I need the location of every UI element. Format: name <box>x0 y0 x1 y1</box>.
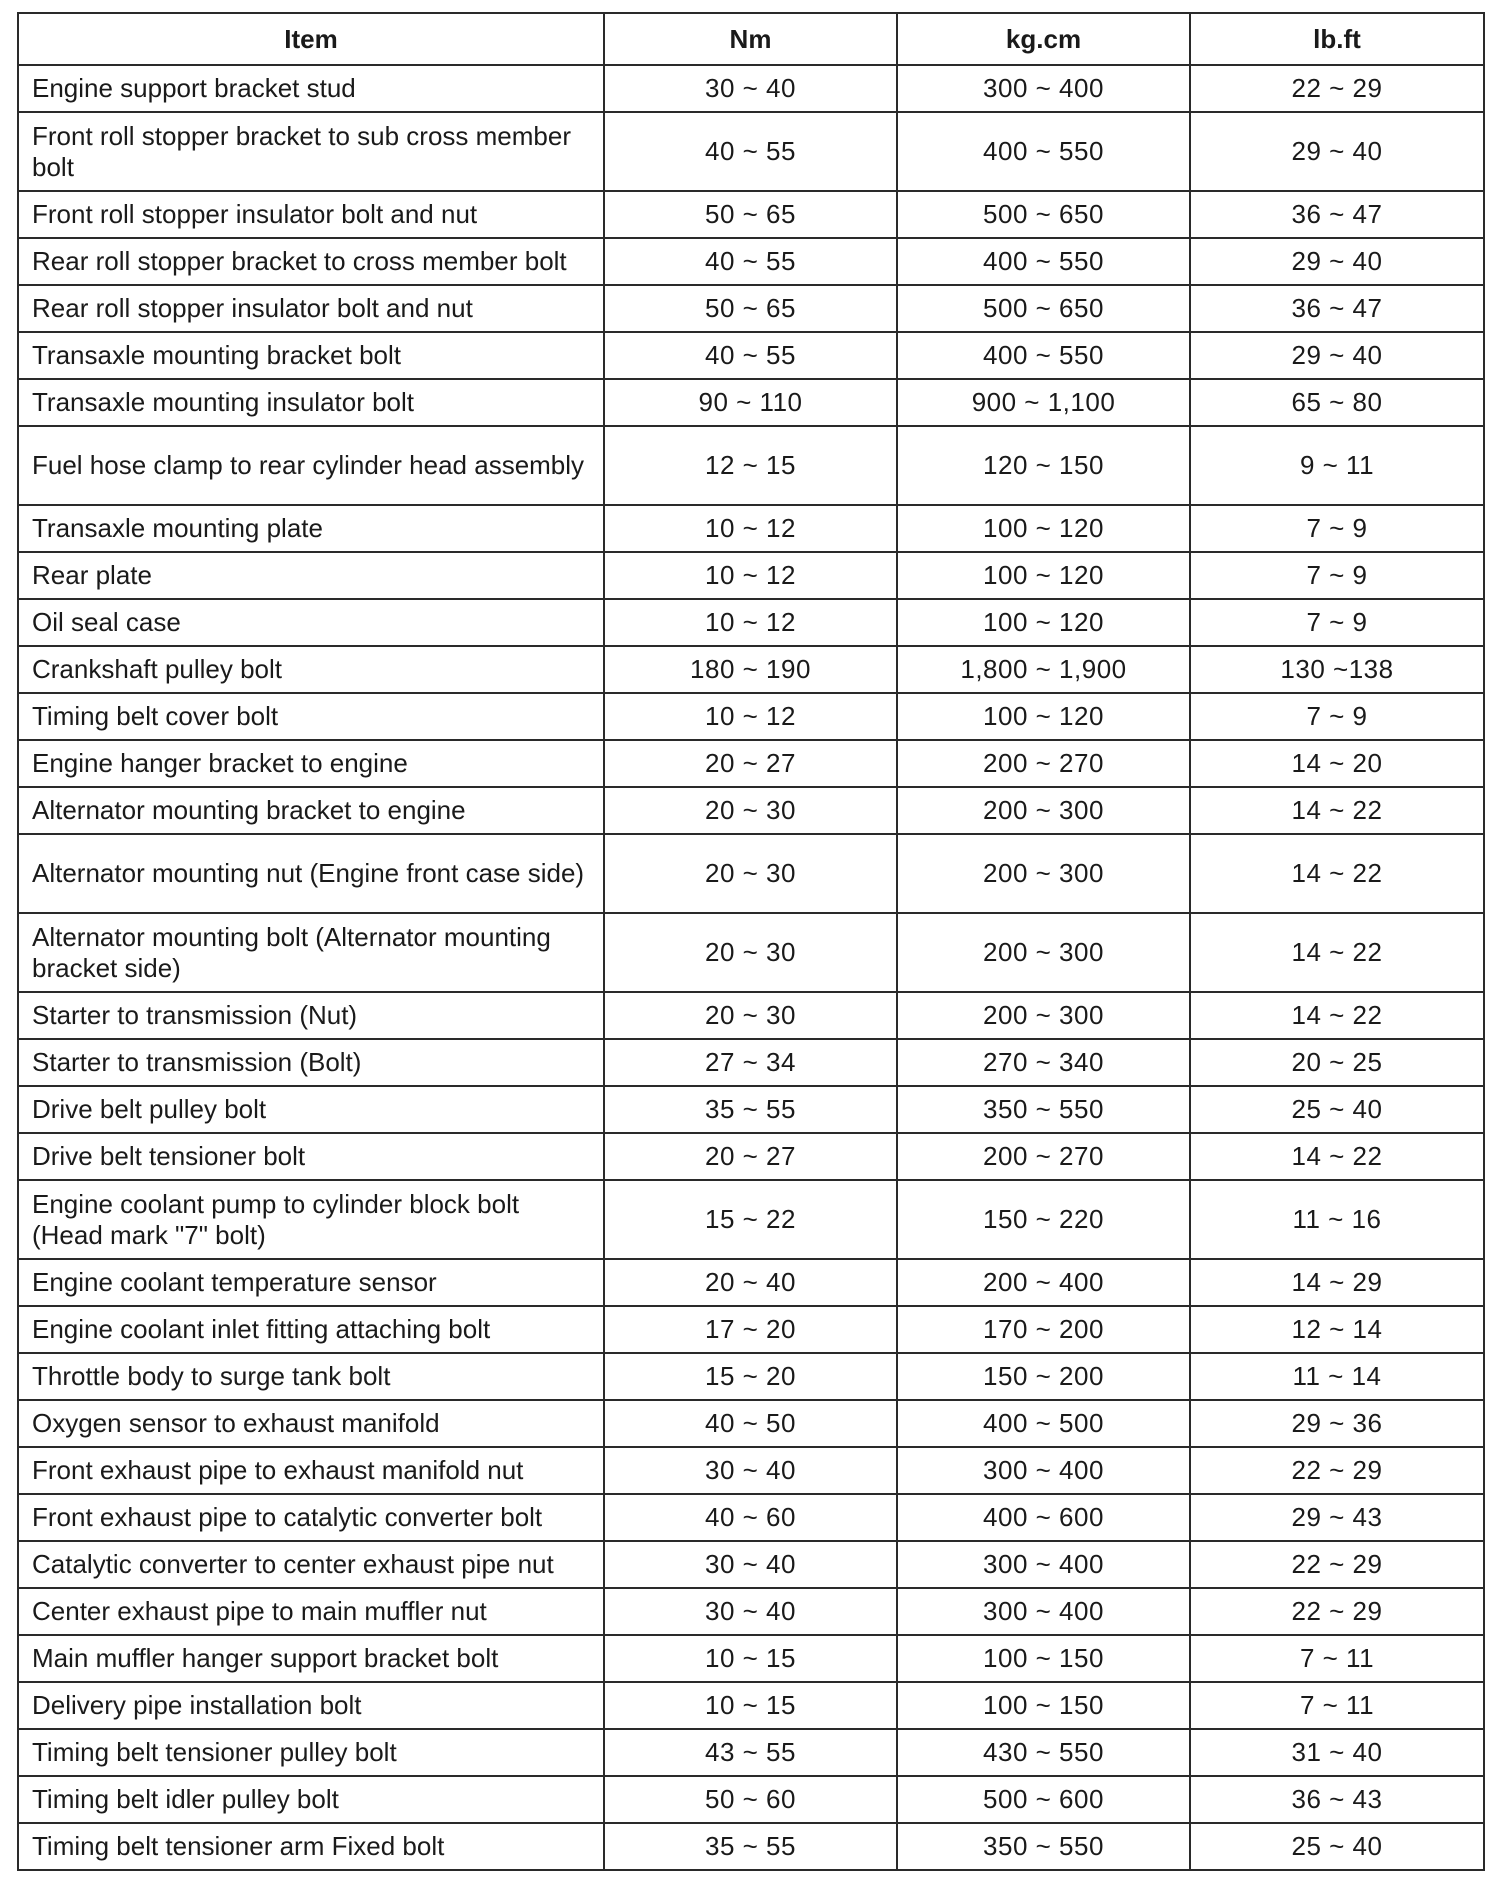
kgcm-cell: 200 ~ 270 <box>897 1133 1190 1180</box>
nm-cell: 10 ~ 12 <box>604 505 897 552</box>
nm-cell: 20 ~ 30 <box>604 913 897 992</box>
lbft-cell: 29 ~ 40 <box>1190 112 1484 191</box>
table-row <box>18 65 1484 112</box>
item-cell: Starter to transmission (Bolt) <box>18 1039 604 1086</box>
item-cell: Drive belt tensioner bolt <box>18 1133 604 1180</box>
item-cell: Timing belt idler pulley bolt <box>18 1776 604 1823</box>
nm-cell: 20 ~ 30 <box>604 834 897 913</box>
nm-cell: 15 ~ 22 <box>604 1180 897 1259</box>
nm-cell: 10 ~ 12 <box>604 693 897 740</box>
table-row <box>18 1180 1484 1259</box>
table-row <box>18 1635 1484 1682</box>
lbft-cell: 20 ~ 25 <box>1190 1039 1484 1086</box>
item-cell: Engine coolant pump to cylinder block bolt (Head mark "7" bolt) <box>18 1180 604 1259</box>
lbft-cell: 9 ~ 11 <box>1190 426 1484 505</box>
kgcm-cell: 100 ~ 150 <box>897 1635 1190 1682</box>
nm-cell: 30 ~ 40 <box>604 1588 897 1635</box>
item-cell: Main muffler hanger support bracket bolt <box>18 1635 604 1682</box>
kgcm-cell: 300 ~ 400 <box>897 65 1190 112</box>
header-lbft: lb.ft <box>1190 13 1484 65</box>
nm-cell: 90 ~ 110 <box>604 379 897 426</box>
lbft-cell: 7 ~ 9 <box>1190 693 1484 740</box>
lbft-cell: 22 ~ 29 <box>1190 1447 1484 1494</box>
nm-cell: 180 ~ 190 <box>604 646 897 693</box>
nm-cell: 20 ~ 27 <box>604 740 897 787</box>
lbft-cell: 14 ~ 22 <box>1190 1133 1484 1180</box>
torque-specification-table <box>17 12 1485 1871</box>
table-row <box>18 379 1484 426</box>
nm-cell: 50 ~ 65 <box>604 191 897 238</box>
nm-cell: 40 ~ 60 <box>604 1494 897 1541</box>
item-cell: Transaxle mounting bracket bolt <box>18 332 604 379</box>
kgcm-cell: 400 ~ 550 <box>897 238 1190 285</box>
nm-cell: 30 ~ 40 <box>604 65 897 112</box>
table-row <box>18 238 1484 285</box>
item-cell: Drive belt pulley bolt <box>18 1086 604 1133</box>
header-item: Item <box>18 13 604 65</box>
kgcm-cell: 400 ~ 600 <box>897 1494 1190 1541</box>
nm-cell: 10 ~ 15 <box>604 1682 897 1729</box>
table-row <box>18 112 1484 191</box>
item-cell: Engine coolant temperature sensor <box>18 1259 604 1306</box>
table-row <box>18 191 1484 238</box>
nm-cell: 30 ~ 40 <box>604 1447 897 1494</box>
lbft-cell: 7 ~ 9 <box>1190 599 1484 646</box>
nm-cell: 20 ~ 30 <box>604 787 897 834</box>
nm-cell: 20 ~ 27 <box>604 1133 897 1180</box>
kgcm-cell: 430 ~ 550 <box>897 1729 1190 1776</box>
kgcm-cell: 100 ~ 150 <box>897 1682 1190 1729</box>
lbft-cell: 14 ~ 20 <box>1190 740 1484 787</box>
kgcm-cell: 200 ~ 400 <box>897 1259 1190 1306</box>
table-row <box>18 1133 1484 1180</box>
item-cell: Throttle body to surge tank bolt <box>18 1353 604 1400</box>
lbft-cell: 14 ~ 22 <box>1190 913 1484 992</box>
lbft-cell: 14 ~ 22 <box>1190 834 1484 913</box>
kgcm-cell: 150 ~ 200 <box>897 1353 1190 1400</box>
kgcm-cell: 350 ~ 550 <box>897 1823 1190 1870</box>
kgcm-cell: 120 ~ 150 <box>897 426 1190 505</box>
table-row <box>18 1306 1484 1353</box>
item-cell: Fuel hose clamp to rear cylinder head assembly <box>18 426 604 505</box>
item-cell: Front exhaust pipe to catalytic converter bolt <box>18 1494 604 1541</box>
item-cell: Catalytic converter to center exhaust pipe nut <box>18 1541 604 1588</box>
nm-cell: 40 ~ 55 <box>604 332 897 379</box>
lbft-cell: 11 ~ 14 <box>1190 1353 1484 1400</box>
kgcm-cell: 350 ~ 550 <box>897 1086 1190 1133</box>
lbft-cell: 7 ~ 11 <box>1190 1682 1484 1729</box>
item-cell: Transaxle mounting insulator bolt <box>18 379 604 426</box>
nm-cell: 50 ~ 60 <box>604 1776 897 1823</box>
table-row <box>18 992 1484 1039</box>
kgcm-cell: 500 ~ 600 <box>897 1776 1190 1823</box>
table-row <box>18 1588 1484 1635</box>
table-row <box>18 1400 1484 1447</box>
lbft-cell: 7 ~ 9 <box>1190 552 1484 599</box>
nm-cell: 27 ~ 34 <box>604 1039 897 1086</box>
kgcm-cell: 200 ~ 270 <box>897 740 1190 787</box>
nm-cell: 43 ~ 55 <box>604 1729 897 1776</box>
kgcm-cell: 900 ~ 1,100 <box>897 379 1190 426</box>
table-row <box>18 646 1484 693</box>
item-cell: Alternator mounting nut (Engine front case side) <box>18 834 604 913</box>
nm-cell: 30 ~ 40 <box>604 1541 897 1588</box>
table-row <box>18 332 1484 379</box>
item-cell: Timing belt cover bolt <box>18 693 604 740</box>
lbft-cell: 29 ~ 40 <box>1190 238 1484 285</box>
table-row <box>18 1776 1484 1823</box>
table-row <box>18 1447 1484 1494</box>
lbft-cell: 14 ~ 22 <box>1190 992 1484 1039</box>
lbft-cell: 31 ~ 40 <box>1190 1729 1484 1776</box>
table-row <box>18 505 1484 552</box>
kgcm-cell: 200 ~ 300 <box>897 787 1190 834</box>
item-cell: Front roll stopper bracket to sub cross member bolt <box>18 112 604 191</box>
nm-cell: 12 ~ 15 <box>604 426 897 505</box>
table-row <box>18 426 1484 505</box>
lbft-cell: 22 ~ 29 <box>1190 1588 1484 1635</box>
nm-cell: 10 ~ 12 <box>604 599 897 646</box>
lbft-cell: 29 ~ 40 <box>1190 332 1484 379</box>
nm-cell: 35 ~ 55 <box>604 1823 897 1870</box>
nm-cell: 10 ~ 12 <box>604 552 897 599</box>
item-cell: Front roll stopper insulator bolt and nut <box>18 191 604 238</box>
nm-cell: 17 ~ 20 <box>604 1306 897 1353</box>
kgcm-cell: 300 ~ 400 <box>897 1588 1190 1635</box>
lbft-cell: 25 ~ 40 <box>1190 1823 1484 1870</box>
table-row <box>18 1823 1484 1870</box>
table-row <box>18 693 1484 740</box>
table-row <box>18 913 1484 992</box>
lbft-cell: 29 ~ 36 <box>1190 1400 1484 1447</box>
kgcm-cell: 200 ~ 300 <box>897 834 1190 913</box>
lbft-cell: 14 ~ 22 <box>1190 787 1484 834</box>
kgcm-cell: 100 ~ 120 <box>897 693 1190 740</box>
table-row <box>18 285 1484 332</box>
item-cell: Engine coolant inlet fitting attaching bolt <box>18 1306 604 1353</box>
kgcm-cell: 400 ~ 550 <box>897 112 1190 191</box>
table-row <box>18 599 1484 646</box>
item-cell: Delivery pipe installation bolt <box>18 1682 604 1729</box>
nm-cell: 50 ~ 65 <box>604 285 897 332</box>
kgcm-cell: 200 ~ 300 <box>897 913 1190 992</box>
nm-cell: 15 ~ 20 <box>604 1353 897 1400</box>
lbft-cell: 14 ~ 29 <box>1190 1259 1484 1306</box>
item-cell: Crankshaft pulley bolt <box>18 646 604 693</box>
table-header-row <box>18 13 1484 65</box>
kgcm-cell: 170 ~ 200 <box>897 1306 1190 1353</box>
lbft-cell: 7 ~ 11 <box>1190 1635 1484 1682</box>
item-cell: Transaxle mounting plate <box>18 505 604 552</box>
kgcm-cell: 200 ~ 300 <box>897 992 1190 1039</box>
lbft-cell: 25 ~ 40 <box>1190 1086 1484 1133</box>
kgcm-cell: 270 ~ 340 <box>897 1039 1190 1086</box>
lbft-cell: 22 ~ 29 <box>1190 65 1484 112</box>
lbft-cell: 36 ~ 47 <box>1190 191 1484 238</box>
kgcm-cell: 300 ~ 400 <box>897 1447 1190 1494</box>
table-row <box>18 1494 1484 1541</box>
kgcm-cell: 500 ~ 650 <box>897 191 1190 238</box>
item-cell: Oil seal case <box>18 599 604 646</box>
table-row <box>18 1541 1484 1588</box>
lbft-cell: 36 ~ 43 <box>1190 1776 1484 1823</box>
table-row <box>18 1682 1484 1729</box>
header-kgcm: kg.cm <box>897 13 1190 65</box>
item-cell: Rear plate <box>18 552 604 599</box>
kgcm-cell: 500 ~ 650 <box>897 285 1190 332</box>
lbft-cell: 29 ~ 43 <box>1190 1494 1484 1541</box>
lbft-cell: 36 ~ 47 <box>1190 285 1484 332</box>
nm-cell: 35 ~ 55 <box>604 1086 897 1133</box>
table-row <box>18 834 1484 913</box>
item-cell: Alternator mounting bolt (Alternator mounting bracket side) <box>18 913 604 992</box>
item-cell: Timing belt tensioner arm Fixed bolt <box>18 1823 604 1870</box>
table-row <box>18 1259 1484 1306</box>
lbft-cell: 11 ~ 16 <box>1190 1180 1484 1259</box>
table-row <box>18 1086 1484 1133</box>
lbft-cell: 22 ~ 29 <box>1190 1541 1484 1588</box>
table-row <box>18 787 1484 834</box>
nm-cell: 20 ~ 30 <box>604 992 897 1039</box>
nm-cell: 40 ~ 55 <box>604 112 897 191</box>
lbft-cell: 130 ~138 <box>1190 646 1484 693</box>
table-row <box>18 1039 1484 1086</box>
kgcm-cell: 150 ~ 220 <box>897 1180 1190 1259</box>
kgcm-cell: 100 ~ 120 <box>897 505 1190 552</box>
table-row <box>18 740 1484 787</box>
lbft-cell: 65 ~ 80 <box>1190 379 1484 426</box>
item-cell: Front exhaust pipe to exhaust manifold nut <box>18 1447 604 1494</box>
kgcm-cell: 400 ~ 500 <box>897 1400 1190 1447</box>
item-cell: Center exhaust pipe to main muffler nut <box>18 1588 604 1635</box>
kgcm-cell: 100 ~ 120 <box>897 599 1190 646</box>
item-cell: Starter to transmission (Nut) <box>18 992 604 1039</box>
header-nm: Nm <box>604 13 897 65</box>
kgcm-cell: 300 ~ 400 <box>897 1541 1190 1588</box>
kgcm-cell: 100 ~ 120 <box>897 552 1190 599</box>
kgcm-cell: 400 ~ 550 <box>897 332 1190 379</box>
lbft-cell: 12 ~ 14 <box>1190 1306 1484 1353</box>
item-cell: Engine hanger bracket to engine <box>18 740 604 787</box>
table-row <box>18 1353 1484 1400</box>
nm-cell: 10 ~ 15 <box>604 1635 897 1682</box>
item-cell: Oxygen sensor to exhaust manifold <box>18 1400 604 1447</box>
nm-cell: 40 ~ 50 <box>604 1400 897 1447</box>
table-row <box>18 1729 1484 1776</box>
kgcm-cell: 1,800 ~ 1,900 <box>897 646 1190 693</box>
item-cell: Engine support bracket stud <box>18 65 604 112</box>
nm-cell: 20 ~ 40 <box>604 1259 897 1306</box>
lbft-cell: 7 ~ 9 <box>1190 505 1484 552</box>
item-cell: Timing belt tensioner pulley bolt <box>18 1729 604 1776</box>
table-row <box>18 552 1484 599</box>
item-cell: Rear roll stopper bracket to cross member bolt <box>18 238 604 285</box>
nm-cell: 40 ~ 55 <box>604 238 897 285</box>
item-cell: Alternator mounting bracket to engine <box>18 787 604 834</box>
item-cell: Rear roll stopper insulator bolt and nut <box>18 285 604 332</box>
